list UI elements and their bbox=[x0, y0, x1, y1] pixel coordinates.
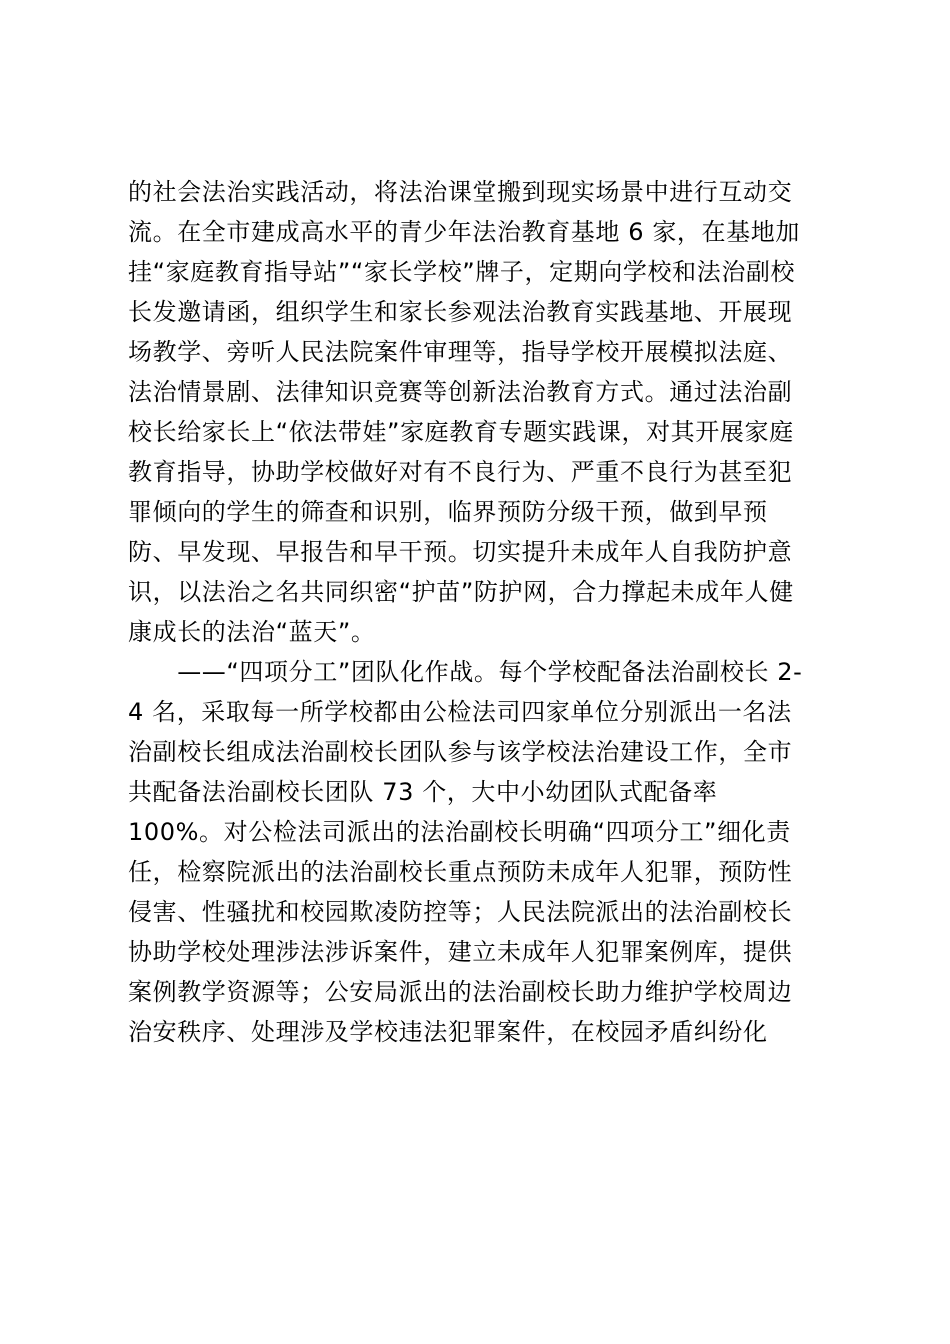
text-line: 防、早发现、早报告和早干预。切实提升未成年人自我防护意 bbox=[128, 538, 793, 566]
paragraph-start-line: ——“四项分工”团队化作战。每个学校配备法治副校长 2- bbox=[128, 658, 803, 686]
text-line: 教育指导，协助学校做好对有不良行为、严重不良行为甚至犯 bbox=[128, 458, 793, 486]
text-line: 长发邀请函，组织学生和家长参观法治教育实践基地、开展现 bbox=[128, 298, 793, 326]
text-line: 场教学、旁听人民法院案件审理等，指导学校开展模拟法庭、 bbox=[128, 338, 793, 366]
text-line: 罪倾向的学生的筛查和识别，临界预防分级干预，做到早预 bbox=[128, 498, 768, 526]
text-line: 挂“家庭教育指导站”“家长学校”牌子，定期向学校和法治副校 bbox=[128, 258, 796, 286]
body-text bbox=[128, 172, 828, 1052]
text-line: 识，以法治之名共同织密“护苗”防护网，合力撑起未成年人健 bbox=[128, 578, 794, 606]
text-line: 治副校长组成法治副校长团队参与该学校法治建设工作，全市 bbox=[128, 738, 793, 766]
text-line: 校长给家长上“依法带娃”家庭教育专题实践课，对其开展家庭 bbox=[128, 418, 794, 446]
text-line: 4 名，采取每一所学校都由公检法司四家单位分别派出一名法 bbox=[128, 698, 792, 726]
text-line: 的社会法治实践活动，将法治课堂搬到现实场景中进行互动交 bbox=[128, 178, 793, 206]
text-line: 治安秩序、处理涉及学校违法犯罪案件，在校园矛盾纠纷化 bbox=[128, 1018, 768, 1046]
text-line: 法治情景剧、法律知识竞赛等创新法治教育方式。通过法治副 bbox=[128, 378, 793, 406]
text-line: 共配备法治副校长团队 73 个，大中小幼团队式配备率 bbox=[128, 778, 718, 806]
text-line: 康成长的法治“蓝天”。 bbox=[128, 618, 376, 646]
text-line: 协助学校处理涉法涉诉案件，建立未成年人犯罪案例库，提供 bbox=[128, 938, 793, 966]
text-line: 任，检察院派出的法治副校长重点预防未成年人犯罪，预防性 bbox=[128, 858, 793, 886]
text-line: 侵害、性骚扰和校园欺凌防控等；人民法院派出的法治副校长 bbox=[128, 898, 793, 926]
text-line: 案例教学资源等；公安局派出的法治副校长助力维护学校周边 bbox=[128, 978, 793, 1006]
text-line: 100%。对公检法司派出的法治副校长明确“四项分工”细化责 bbox=[128, 818, 791, 846]
text-line: 流。在全市建成高水平的青少年法治教育基地 6 家，在基地加 bbox=[128, 218, 800, 246]
